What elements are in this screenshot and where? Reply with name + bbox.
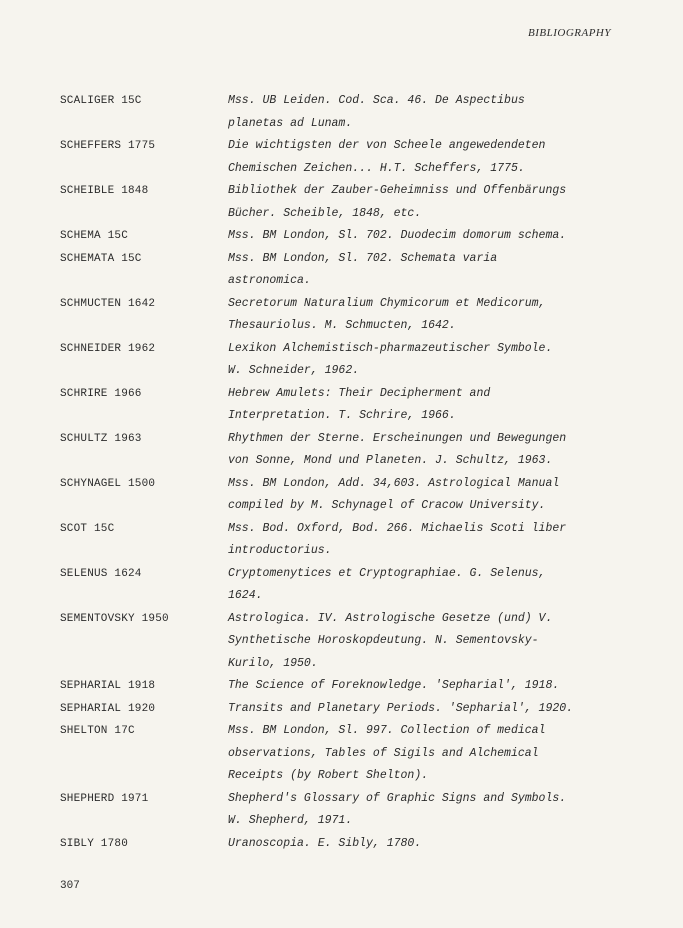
entry-text: Rhythmen der Sterne. Erscheinungen und Bewegungen von Sonne, Mond und Planeten. J. Schultz, 1963.	[228, 431, 567, 467]
entry-text: Mss. UB Leiden. Cod. Sca. 46. De Aspectibus planetas ad Lunam.	[228, 94, 525, 130]
bibliography-entry	[60, 473, 660, 518]
bibliography-entry	[60, 293, 660, 338]
entry-key: SCOT 15C	[60, 522, 115, 535]
entry-key: SELENUS 1624	[60, 567, 142, 580]
entry-key: SCHEMA 15C	[60, 230, 129, 242]
entry-key: SCHULTZ 1963	[60, 432, 142, 445]
entry-text: Mss. BM London, Sl. 997. Collection of medical observations, Tables of Sigils and Alchemical Receipts (by Robert Shelton).	[228, 724, 546, 782]
entry-text: Cryptomenytices et Cryptographiae. G. Selenus, 1624.	[228, 566, 546, 602]
entry-key: SIBLY 1780	[60, 837, 129, 850]
entry-text: Mss. BM London, Sl. 702. Duodecim domorum schema.	[228, 229, 567, 242]
entry-text: Mss. BM London, Sl. 702. Schemata varia astronomica.	[228, 251, 498, 287]
entry-key: SCHNEIDER 1962	[60, 342, 156, 355]
bibliography-entry	[60, 248, 660, 293]
entry-text: Astrologica. IV. Astrologische Gesetze (und) V. Synthetische Horoskopdeutung. N. Sementovsky- Kurilo, 1950.	[228, 611, 553, 670]
entry-key: SCHYNAGEL 1500	[60, 477, 156, 490]
entry-key: SCHEFFERS 1775	[60, 140, 156, 152]
entry-text: Bibliothek der Zauber-Geheimniss und Offenbärungs Bücher. Scheible, 1848, etc.	[228, 184, 567, 220]
entry-key: SCALIGER 15C	[60, 95, 142, 107]
entry-text: Shepherd's Glossary of Graphic Signs and Symbols. W. Shepherd, 1971.	[228, 791, 567, 827]
entry-text: Hebrew Amulets: Their Decipherment and Interpretation. T. Schrire, 1966.	[228, 386, 491, 422]
entry-text: Mss. BM London, Add. 34,603. Astrological Manual compiled by M. Schynagel of Cracow University.	[228, 476, 560, 512]
bibliography-entry	[60, 608, 660, 676]
entry-key: SEPHARIAL 1918	[60, 680, 156, 692]
bibliography-entry	[60, 698, 660, 721]
bibliography-entry	[60, 428, 660, 473]
bibliography-entry	[60, 675, 660, 698]
page-number: 307	[60, 880, 80, 892]
bibliography-list	[60, 90, 660, 855]
entry-text: Mss. Bod. Oxford, Bod. 266. Michaelis Scoti liber introductorius.	[228, 521, 567, 557]
bibliography-entry	[60, 518, 660, 563]
bibliography-entry	[60, 180, 660, 225]
bibliography-entry	[60, 563, 660, 608]
entry-key: SCHMUCTEN 1642	[60, 297, 156, 310]
entry-text: Transits and Planetary Periods. 'Sepharial', 1920.	[228, 701, 574, 715]
entry-text: Die wichtigsten der von Scheele angewedendeten Chemischen Zeichen... H.T. Scheffers, 1775.	[228, 139, 546, 175]
bibliography-entry	[60, 720, 660, 788]
entry-key: SEMENTOVSKY 1950	[60, 612, 169, 625]
entry-key: SHELTON 17C	[60, 725, 135, 737]
entry-key: SEPHARIAL 1920	[60, 702, 156, 715]
entry-text: Lexikon Alchemistisch-pharmazeutischer Symbole. W. Schneider, 1962.	[228, 341, 553, 377]
entry-text: Secretorum Naturalium Chymicorum et Medicorum, Thesauriolus. M. Schmucten, 1642.	[228, 296, 546, 332]
bibliography-entry	[60, 788, 660, 833]
running-header: BIBLIOGRAPHY	[528, 27, 611, 39]
entry-key: SCHRIRE 1966	[60, 387, 142, 400]
bibliography-entry	[60, 90, 660, 135]
bibliography-entry	[60, 225, 660, 248]
bibliography-entry	[60, 338, 660, 383]
bibliography-entry	[60, 135, 660, 180]
entry-key: SHEPHERD 1971	[60, 792, 149, 805]
entry-key: SCHEIBLE 1848	[60, 185, 149, 197]
entry-text: The Science of Foreknowledge. 'Sepharial', 1918.	[228, 679, 560, 692]
entry-key: SCHEMATA 15C	[60, 252, 142, 265]
bibliography-entry	[60, 383, 660, 428]
entry-text: Uranoscopia. E. Sibly, 1780.	[228, 836, 422, 850]
bibliography-entry	[60, 833, 660, 856]
